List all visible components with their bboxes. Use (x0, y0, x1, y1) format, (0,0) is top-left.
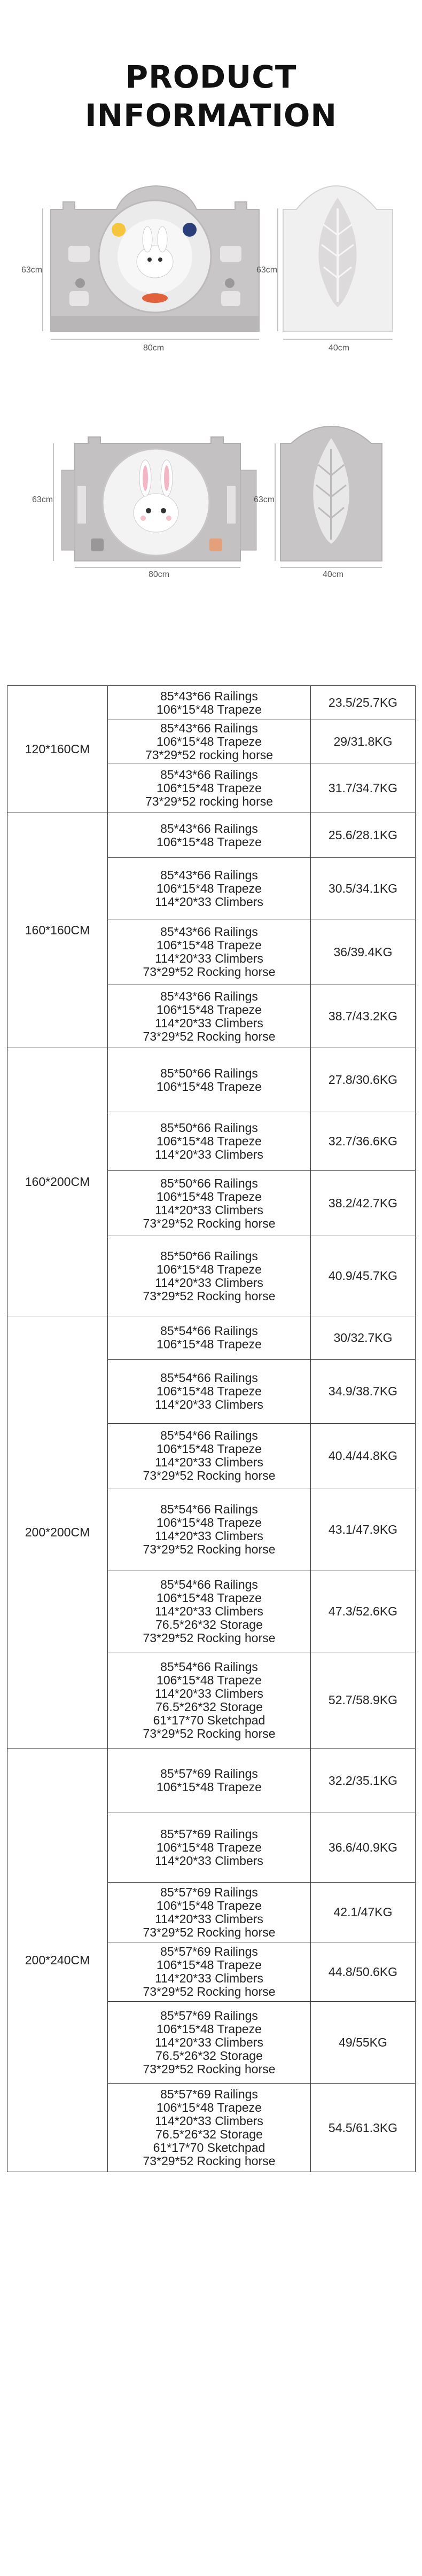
side-panel-leaf (283, 186, 393, 331)
configuration-cell (108, 2084, 311, 2172)
size-cell: 200*240CM (7, 1748, 108, 2172)
configuration-line: 114*20*33 Climbers (155, 894, 263, 909)
table-row (7, 1316, 416, 1360)
configuration-line: 114*20*33 Climbers (155, 1398, 263, 1411)
weight-cell: 25.6/28.1KG (311, 813, 416, 858)
configuration-cell (108, 1942, 311, 2002)
configuration-line: 85*57*69 Railings (160, 1767, 258, 1781)
configuration-line: 106*15*48 Trapeze (157, 1079, 262, 1094)
configuration-line: 73*29*52 Rocking horse (143, 2062, 276, 2076)
configuration-line: 114*20*33 Climbers (155, 2114, 263, 2128)
configuration-cell (108, 1488, 311, 1571)
configuration-line: 106*15*48 Trapeze (157, 834, 262, 849)
configuration-line: 85*57*69 Railings (160, 2009, 258, 2023)
weight-cell: 30.5/34.1KG (311, 858, 416, 919)
configuration-line: 73*29*52 Rocking horse (143, 1029, 276, 1043)
configuration-cell (108, 919, 311, 985)
weight-cell: 54.5/61.3KG (311, 2084, 416, 2172)
configuration-line: 106*15*48 Trapeze (157, 881, 262, 895)
configuration-cell (108, 1571, 311, 1652)
width-label-1: 80cm (143, 344, 165, 353)
side-height-label-2: 63cm (254, 495, 275, 504)
configuration-line: 85*50*66 Railings (160, 1121, 258, 1135)
configuration-line: 106*15*48 Trapeze (157, 1673, 262, 1687)
configuration-line: 106*15*48 Trapeze (157, 1002, 262, 1017)
page-title (0, 58, 422, 135)
configuration-line: 106*15*48 Trapeze (157, 702, 262, 716)
weight-cell: 34.9/38.7KG (311, 1360, 416, 1424)
configuration-line: 106*15*48 Trapeze (157, 1516, 262, 1529)
configuration-line: 106*15*48 Trapeze (157, 1591, 262, 1605)
weight-cell: 31.7/34.7KG (311, 763, 416, 813)
configuration-line: 85*57*69 Railings (160, 1827, 258, 1841)
configuration-line: 85*43*66 Railings (160, 925, 258, 939)
title-line-1: PRODUCT (125, 59, 297, 95)
configuration-line: 114*20*33 Climbers (155, 1275, 263, 1290)
configuration-line: 73*29*52 Rocking horse (143, 1631, 276, 1645)
table-row (7, 1048, 416, 1112)
configuration-line: 85*54*66 Railings (160, 1578, 258, 1591)
configuration-line: 73*29*52 Rocking horse (143, 965, 276, 979)
configuration-line: 73*29*52 Rocking horse (143, 1726, 276, 1740)
configuration-line: 73*29*52 Rocking horse (143, 2154, 276, 2168)
configuration-line: 76.5*26*32 Storage (155, 1618, 263, 1632)
weight-cell: 23.5/25.7KG (311, 686, 416, 720)
configuration-cell (108, 1316, 311, 1360)
configuration-line: 114*20*33 Climbers (155, 1686, 263, 1700)
configuration-line: 85*57*69 Railings (160, 1945, 258, 1958)
configuration-line: 85*57*69 Railings (160, 1885, 258, 1899)
configuration-cell (108, 985, 311, 1048)
configuration-line: 114*20*33 Climbers (155, 1148, 263, 1161)
configuration-cell (108, 763, 311, 813)
weight-cell: 32.2/35.1KG (311, 1748, 416, 1813)
title-line-2: INFORMATION (85, 97, 337, 134)
weight-cell: 40.9/45.7KG (311, 1236, 416, 1316)
configuration-cell (108, 1652, 311, 1748)
configuration-cell (108, 1236, 311, 1316)
weight-cell: 38.7/43.2KG (311, 985, 416, 1048)
configuration-line: 85*43*66 Railings (160, 821, 258, 836)
configuration-line: 85*50*66 Railings (160, 1176, 258, 1190)
configuration-line: 106*15*48 Trapeze (157, 1384, 262, 1398)
spec-table (7, 685, 416, 2172)
weight-cell: 49/55KG (311, 2002, 416, 2084)
configuration-line: 85*54*66 Railings (160, 1659, 258, 1674)
weight-cell: 43.1/47.9KG (311, 1488, 416, 1571)
weight-cell: 27.8/30.6KG (311, 1048, 416, 1112)
configuration-line: 114*20*33 Climbers (155, 951, 263, 965)
configuration-line: 106*15*48 Trapeze (157, 734, 262, 748)
configuration-cell (108, 1424, 311, 1488)
configuration-cell (108, 858, 311, 919)
configuration-line: 85*54*66 Railings (160, 1324, 258, 1338)
configuration-cell (108, 1048, 311, 1112)
table-row (7, 813, 416, 858)
configuration-line: 73*29*52 Rocking horse (143, 1542, 276, 1556)
table-row (7, 686, 416, 720)
configuration-line: 106*15*48 Trapeze (157, 1840, 262, 1854)
configuration-cell (108, 1360, 311, 1424)
side-panel-leaf-dark (280, 426, 382, 561)
configuration-cell (108, 1813, 311, 1883)
configuration-line: 76.5*26*32 Storage (155, 2127, 263, 2141)
weight-cell: 44.8/50.6KG (311, 1942, 416, 2002)
side-width-label-1: 40cm (329, 344, 350, 353)
configuration-line: 85*50*66 Railings (160, 1248, 258, 1263)
configuration-line: 106*15*48 Trapeze (157, 1780, 262, 1794)
configuration-line: 73*29*52 Rocking horse (143, 1469, 276, 1482)
side-height-label-1: 63cm (256, 266, 278, 275)
weight-cell: 36.6/40.9KG (311, 1813, 416, 1883)
configuration-line: 114*20*33 Climbers (155, 1203, 263, 1217)
configuration-line: 106*15*48 Trapeze (157, 1189, 262, 1204)
weight-cell: 36/39.4KG (311, 919, 416, 985)
configuration-line: 114*20*33 Climbers (155, 1529, 263, 1543)
configuration-line: 106*15*48 Trapeze (157, 1442, 262, 1456)
configuration-line: 85*54*66 Railings (160, 1502, 258, 1516)
configuration-line: 114*20*33 Climbers (155, 1911, 263, 1926)
configuration-line: 85*43*66 Railings (160, 721, 258, 735)
weight-cell: 32.7/36.6KG (311, 1112, 416, 1171)
configuration-cell (108, 1748, 311, 1813)
configuration-line: 85*43*66 Railings (160, 989, 258, 1003)
play-panel-rabbit-ride (51, 186, 259, 331)
height-label-2: 63cm (32, 495, 53, 504)
configuration-line: 106*15*48 Trapeze (157, 2101, 262, 2114)
configuration-line: 106*15*48 Trapeze (157, 1898, 262, 1913)
configuration-line: 61*17*70 Sketchpad (153, 2141, 265, 2155)
configuration-line: 106*15*48 Trapeze (157, 1262, 262, 1276)
size-cell: 200*200CM (7, 1316, 108, 1748)
configuration-line: 73*29*52 Rocking horse (143, 1985, 276, 1999)
configuration-cell (108, 1112, 311, 1171)
configuration-line: 85*43*66 Railings (160, 767, 258, 782)
configuration-line: 76.5*26*32 Storage (155, 2049, 263, 2063)
configuration-line: 106*15*48 Trapeze (157, 2022, 262, 2036)
configuration-line: 73*29*52 Rocking horse (143, 1925, 276, 1939)
configuration-cell (108, 686, 311, 720)
configuration-line: 106*15*48 Trapeze (157, 1337, 262, 1351)
configuration-line: 106*15*48 Trapeze (157, 780, 262, 795)
size-cell: 160*200CM (7, 1048, 108, 1316)
configuration-line: 85*57*69 Railings (160, 2087, 258, 2101)
product-figure-1 (0, 176, 422, 385)
configuration-cell (108, 720, 311, 763)
configuration-line: 114*20*33 Climbers (155, 1604, 263, 1618)
size-cell: 120*160CM (7, 686, 108, 813)
weight-cell: 40.4/44.8KG (311, 1424, 416, 1488)
weight-cell: 42.1/47KG (311, 1883, 416, 1942)
configuration-cell (108, 2002, 311, 2084)
configuration-line: 85*43*66 Railings (160, 868, 258, 882)
configuration-line: 73*29*52 rocking horse (145, 794, 273, 808)
height-label-1: 63cm (21, 266, 43, 275)
configuration-line: 61*17*70 Sketchpad (153, 1713, 265, 1727)
weight-cell: 30/32.7KG (311, 1316, 416, 1360)
configuration-line: 85*54*66 Railings (160, 1428, 258, 1442)
configuration-line: 85*54*66 Railings (160, 1371, 258, 1385)
configuration-line: 85*50*66 Railings (160, 1066, 258, 1080)
play-panel-rabbit-door (61, 437, 256, 561)
configuration-line: 114*20*33 Climbers (155, 1854, 263, 1868)
weight-cell: 29/31.8KG (311, 720, 416, 763)
weight-cell: 52.7/58.9KG (311, 1652, 416, 1748)
product-figure-2 (0, 422, 422, 625)
configuration-line: 73*29*52 Rocking horse (143, 1289, 276, 1303)
side-width-label-2: 40cm (323, 570, 344, 579)
table-row (7, 1748, 416, 1813)
configuration-cell (108, 813, 311, 858)
configuration-cell (108, 1883, 311, 1942)
configuration-line: 106*15*48 Trapeze (157, 1958, 262, 1972)
configuration-line: 114*20*33 Climbers (155, 1016, 263, 1030)
configuration-line: 114*20*33 Climbers (155, 1455, 263, 1469)
configuration-line: 106*15*48 Trapeze (157, 1134, 262, 1148)
width-label-2: 80cm (149, 570, 170, 579)
weight-cell: 38.2/42.7KG (311, 1171, 416, 1236)
configuration-line: 114*20*33 Climbers (155, 2035, 263, 2049)
configuration-line: 85*43*66 Railings (160, 689, 258, 703)
weight-cell: 47.3/52.6KG (311, 1571, 416, 1652)
configuration-cell (108, 1171, 311, 1236)
configuration-line: 73*29*52 Rocking horse (143, 1216, 276, 1230)
configuration-line: 76.5*26*32 Storage (155, 1699, 263, 1714)
size-cell: 160*160CM (7, 813, 108, 1048)
configuration-line: 73*29*52 rocking horse (145, 747, 273, 762)
configuration-line: 114*20*33 Climbers (155, 1971, 263, 1985)
configuration-line: 106*15*48 Trapeze (157, 938, 262, 952)
